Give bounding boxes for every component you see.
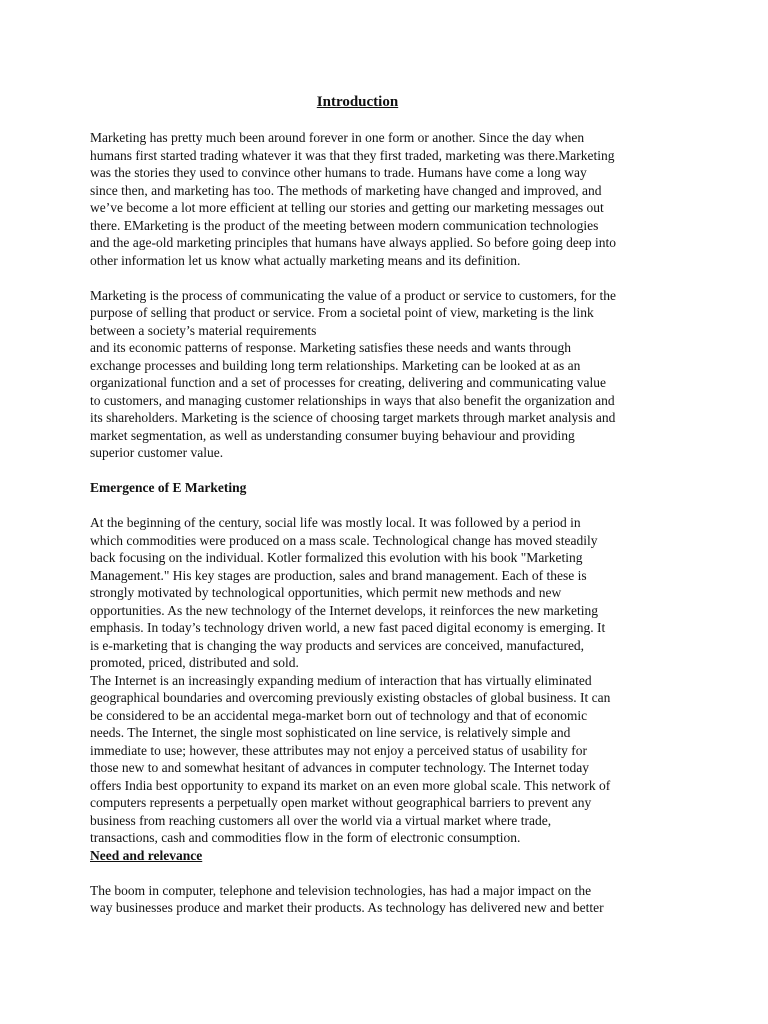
document-page (90, 92, 690, 917)
text-line: emphasis. In today’s technology driven world, a new fast paced digital economy is emerging. It (90, 620, 606, 635)
text-line: geographical boundaries and overcoming previously existing obstacles of global business. It can (90, 690, 611, 705)
text-line: since then, and marketing has too. The methods of marketing have changed and improved, and (90, 182, 602, 198)
section-heading-need: Need and relevance (90, 847, 203, 863)
text-line: strongly motivated by technological opportunities, which permit new methods and new (90, 585, 562, 600)
text-line: business from reaching customers all over the world via a virtual market where trade, (90, 812, 552, 828)
text-line: needs. The Internet, the single most sophisticated on line service, is relatively simple and (90, 725, 571, 740)
text-line: offers India best opportunity to expand its market on an even more global scale. This network of (90, 777, 611, 793)
page-title: Introduction (316, 94, 399, 110)
text-line: Marketing has pretty much been around forever in one form or another. Since the day when (90, 130, 585, 145)
text-line: market segmentation, as well as understanding consumer buying behaviour and providing (90, 427, 575, 443)
text-line: other information let us know what actually marketing means and its definition. (90, 252, 521, 268)
text-line: back focusing on the individual. Kotler formalized this evolution with his book "Marketing (90, 550, 583, 565)
text-line: we’ve become a lot more efficient at telling our stories and getting our marketing messages out (90, 200, 604, 215)
text-line: superior customer value. (90, 445, 224, 460)
text-line: computers represents a perpetually open market without geographical barriers to prevent any (90, 795, 592, 810)
paragraph-emergence (90, 514, 690, 847)
text-line: At the beginning of the century, social life was mostly local. It was followed by a period in (90, 515, 581, 530)
text-line: and its economic patterns of response. Marketing satisfies these needs and wants through (90, 340, 572, 355)
paragraph-gap (90, 269, 690, 287)
text-line: was the stories they used to convince other humans to trade. Humans have come a long way (90, 165, 587, 180)
text-line: humans first started trading whatever it was that they first traded, marketing was there.Marketing (90, 147, 615, 163)
text-line: Management." His key stages are production, sales and brand management. Each of these is (90, 567, 587, 583)
text-line: purpose of selling that product or service. From a societal point of view, marketing is the link (90, 305, 594, 320)
text-line: immediate to use; however, these attributes may not enjoy a perceived status of usability for (90, 742, 587, 758)
paragraph-need (90, 882, 690, 917)
text-line: way businesses produce and market their products. As technology has delivered new and better (90, 900, 604, 915)
text-line: to customers, and managing customer relationships in ways that also benefit the organization and (90, 392, 615, 408)
text-line: opportunities. As the new technology of the Internet develops, it reinforces the new marketing (90, 602, 598, 618)
text-line: organizational function and a set of processes for creating, delivering and communicating value (90, 375, 606, 390)
text-line: be considered to be an accidental mega-market born out of technology and that of economic (90, 707, 588, 723)
text-line: there. EMarketing is the product of the meeting between modern communication technologies (90, 217, 599, 233)
paragraph-gap (90, 462, 690, 480)
text-line: those new to and somewhat hesitant of advances in computer technology. The Internet today (90, 760, 589, 775)
text-line: transactions, cash and commodities flow in the form of electronic consumption. (90, 830, 521, 845)
section-heading-emergence: Emergence of E Marketing (90, 480, 247, 495)
paragraph-definition (90, 287, 690, 462)
paragraph-gap (90, 497, 690, 515)
paragraph-intro (90, 129, 690, 269)
text-line: Marketing is the process of communicating the value of a product or service to customers, for the (90, 287, 616, 303)
text-line: and the age-old marketing principles that humans have always applied. So before going deep into (90, 235, 616, 250)
text-line: which commodities were produced on a mass scale. Technological change has moved steadily (90, 532, 598, 548)
text-line: is e-marketing that is changing the way products and services are conceived, manufactured, (90, 637, 585, 653)
text-line: between a society’s material requirements (90, 322, 317, 338)
text-line: The Internet is an increasingly expanding medium of interaction that has virtually eliminated (90, 672, 592, 688)
paragraph-gap (90, 864, 690, 882)
text-line: promoted, priced, distributed and sold. (90, 655, 299, 670)
text-line: exchange processes and building long term relationships. Marketing can be looked at as an (90, 357, 581, 373)
text-line: The boom in computer, telephone and television technologies, has had a major impact on the (90, 882, 592, 898)
text-line: its shareholders. Marketing is the science of choosing target markets through market analysis and (90, 410, 616, 425)
